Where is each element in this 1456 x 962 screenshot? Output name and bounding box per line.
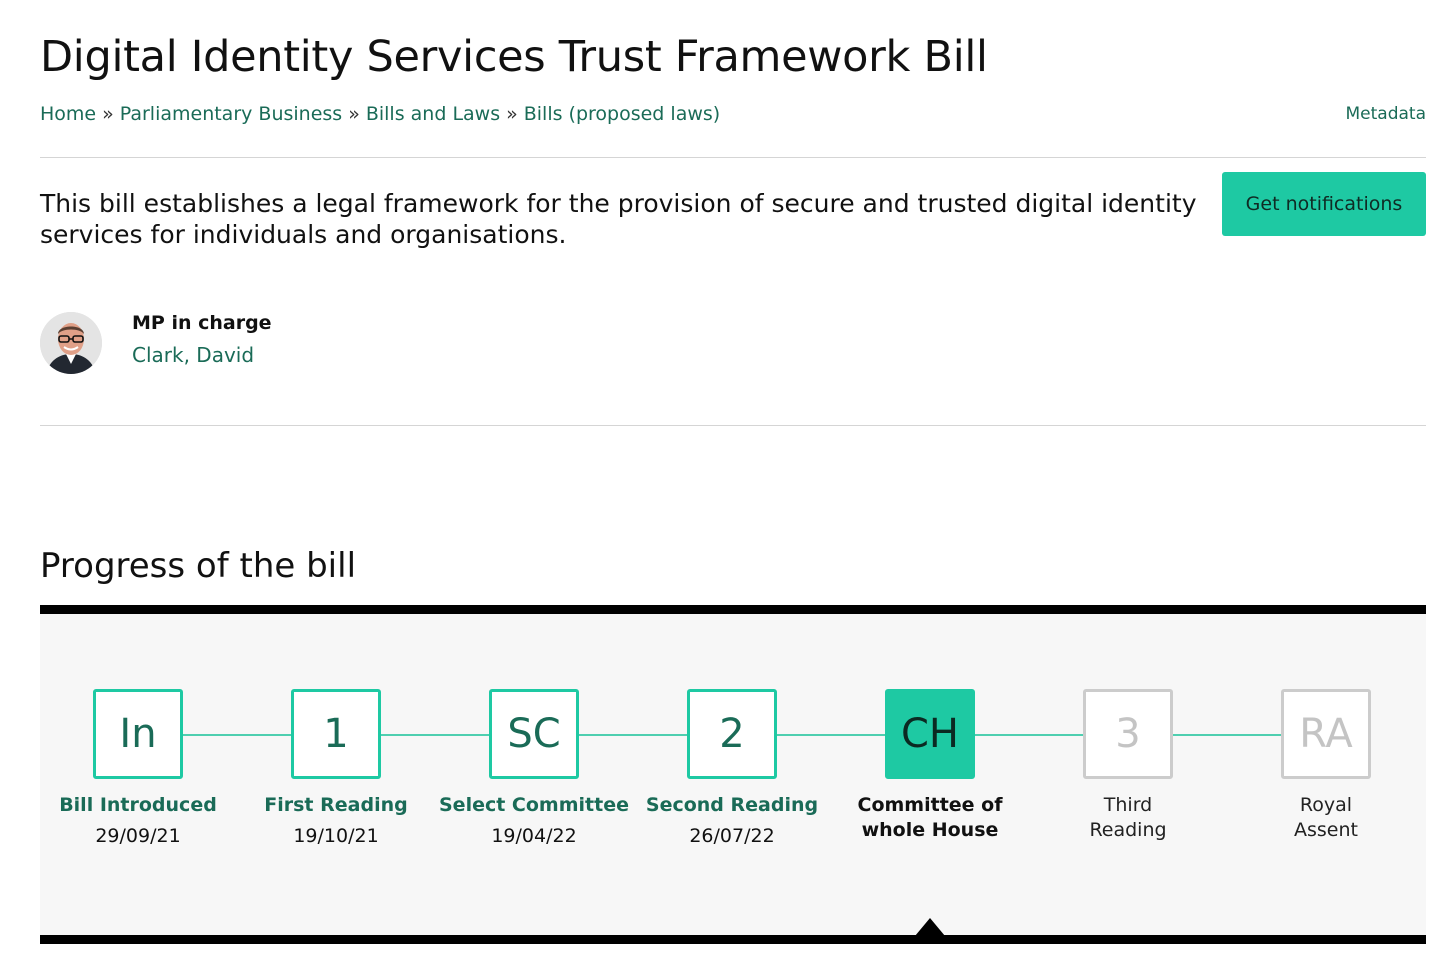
breadcrumb-bills-and-laws[interactable]: Bills and Laws [365,103,501,125]
stage-label: Royal Assent [1294,794,1358,841]
header-divider [40,157,1426,158]
progress-heading: Progress of the bill [40,546,357,586]
breadcrumb-separator: » [102,103,114,125]
current-stage-pointer-icon [915,918,945,936]
mp-name-link[interactable]: Clark, David [132,343,255,367]
breadcrumb-separator: » [348,103,360,125]
stage-bill-introduced[interactable] [38,689,238,847]
avatar [40,312,102,374]
stage-second-reading[interactable] [632,689,832,847]
stage-label: Third Reading [1089,794,1167,841]
page-title: Digital Identity Services Trust Framework Bill [40,32,988,82]
breadcrumb-separator: » [506,103,518,125]
breadcrumb [40,103,720,125]
bill-summary: This bill establishes a legal framework for the provision of secure and trusted digital identity services for individuals and organisations. [40,189,1197,249]
mp-photo-icon [40,312,102,374]
metadata-link[interactable]: Metadata [1345,104,1426,124]
stage-committee-of-whole-house[interactable] [830,689,1030,843]
stage-box-current: CH [885,689,975,779]
breadcrumb-parliamentary-business[interactable]: Parliamentary Business [119,103,343,125]
stage-box: 2 [687,689,777,779]
stage-label: Committee of whole House [857,794,1003,841]
section-divider [40,425,1426,426]
stage-date: 29/09/21 [95,825,181,847]
stage-label: Bill Introduced [59,794,217,816]
stage-date: 26/07/22 [689,825,775,847]
breadcrumb-home[interactable]: Home [40,103,97,125]
stage-label: Second Reading [645,794,819,816]
stage-box: 1 [291,689,381,779]
stage-royal-assent[interactable] [1226,689,1426,843]
stage-date: 19/10/21 [293,825,379,847]
stage-box: RA [1281,689,1371,779]
stage-box: SC [489,689,579,779]
stage-label: Select Committee [439,794,629,816]
stage-first-reading[interactable] [236,689,436,847]
stage-label: First Reading [264,794,408,816]
breadcrumb-bills-proposed-laws[interactable]: Bills (proposed laws) [523,103,721,125]
stage-box: 3 [1083,689,1173,779]
get-notifications-button[interactable]: Get notifications [1222,172,1426,236]
stage-select-committee[interactable] [434,689,634,847]
mp-label: MP in charge [132,312,272,334]
stage-third-reading[interactable] [1028,689,1228,843]
stage-date: 19/04/22 [491,825,577,847]
stage-box: In [93,689,183,779]
